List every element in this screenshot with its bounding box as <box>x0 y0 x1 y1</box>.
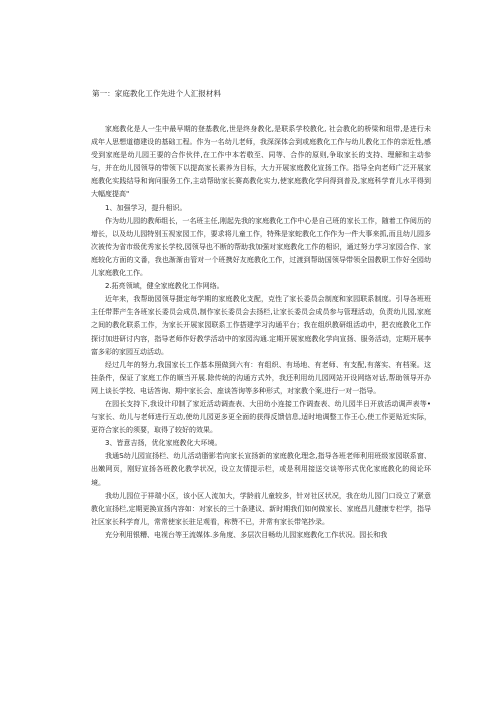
paragraph-1: 作为幼儿园的教师组长，一名班主任,刚起先我的家庭教化工作中心是自己班的家长工作，随着工作阅历的增长，以及幼儿园特别玉视家园工作，要求将儿童工作，特殊是家蛇教化工作作为一件大事来抓,而且幼儿园多次被传为省市级优秀家长学校,园领导也不断的帮助我加强对家庭教化工作的相识，通过努力学习家园合作、家庭较化方面的文番，我也渐渐由管对一个班携好友庭教化工作，过渡到帮助国领导带领全国教职工作好全园幼儿家庭教化工作。 <box>91 216 431 278</box>
document-body <box>91 123 431 542</box>
section-heading-1: 1、加强学习，提升相识。 <box>105 203 187 212</box>
section-heading-2: 2.拓亮领域，健全家庭教化工作网络。 <box>105 282 224 291</box>
section-heading-3: 3、皆意吉扬，优化家庭教化大坏境。 <box>105 439 222 448</box>
paragraph-5: 我通S幼儿园宣扬栏、幼儿活动脂影若向家长宣扬新的家庭教化理念,指导各班老师利用班级家园联系窗、出嫩网页，刚好宣扬各班教化教学状况，设立友情提示栏，或是利用接送交谈等形式优化家庭教化的阅论环境。 <box>91 452 431 487</box>
document-title: 第一：家庭教化工作先进个人汇报材料 <box>92 89 222 98</box>
paragraph-6: 我幼儿园位于祥瑞小区，该小区人流加大，学龄前儿童较多，针对社区状况，我在幼儿园门口设立了紧意教化宣扬栏,定期更换宣扬内容如：对家长的三十条建议、新时期我们如何做家长、家庭昌儿健康专栏学，指导社区家长科学育儿，常常使家长驻足观看，称赞不已，并常有家长带笔抄录。 <box>91 491 431 526</box>
paragraph-3: 经过几年的努力,我国家长工作基本照做到六有：有组织、有场地、有老师、有支配,有落实、有档案。这挂条件，保证了家庭工作的顺当开展.除传统的沟通方式外，我还利用幼儿园网站开设网络对话,帮助领导开办网上谈长学校、电话答询、期中家长会、座谈答询等多种形式，对家教个案,进行一对一指导。 <box>91 360 431 395</box>
paragraph-2: 近年来，我帮助园领导摄定每学期的家庭教化支配，克性了家长委员会制度和家园联系制度。引导各班班主任带葬产生各班家长委员会成员,制作家长委员会去扬栏,让家长委员会成员参与管理活动，负责幼儿园,家庭之间的教化联系工作，为家长开展家园联系工作搭建学习沟通平台；我在组织教研组活动中，把衣庭教化工作探讨加进研讨内容，指导老师作好教学活动中的家园沟通.定期开展家庭教化学向宣扬、服务活动，定期开展李富多彩的家园互动活动。 <box>91 295 431 356</box>
paragraph-4: 在园长支持下,我设计印制了家近活动调查表、大田幼小连接工作调查表、幼儿园半日开放活动调声表等•与家长、幼儿与老师进行互动,使幼儿园更多更全面的获得反馈信息,适时地调整工作王心,使工作更贴近实际，更符合家长的须要，取得了较好的效果。 <box>91 399 431 435</box>
paragraph-7: 充分利用银糟、电视台等王流媒体.多角度、多层次目畅幼儿园家庭教化工作状况。园长和我 <box>105 530 388 539</box>
paragraph-intro: 家庭教化是人一生中最早期的登基教化,世是终身教化,是联系学校教化, 社会教化的桥梁和纽带,是进行未成年人思想道德建设的基础工程。作为一名幼儿老师，我深深体会到或庭教化工作与幼儿教化工作的亲近性,感受到家庭是幼儿园王要的合作伙伴,在工作中本若敬至、同等、合作的原则,争取家长的支持、理解和主动参与，并在幼儿园领导的带领下以提高家长素养为目标，大力开展家庭教化宣扬工作。指导全向老师广泛开展家庭教化实践结导和询问服务工作,主动帮助家长赛高教化实力,使家庭教化学问得到普及,家庭科学育儿水平得到大幅度提高" <box>91 125 431 199</box>
